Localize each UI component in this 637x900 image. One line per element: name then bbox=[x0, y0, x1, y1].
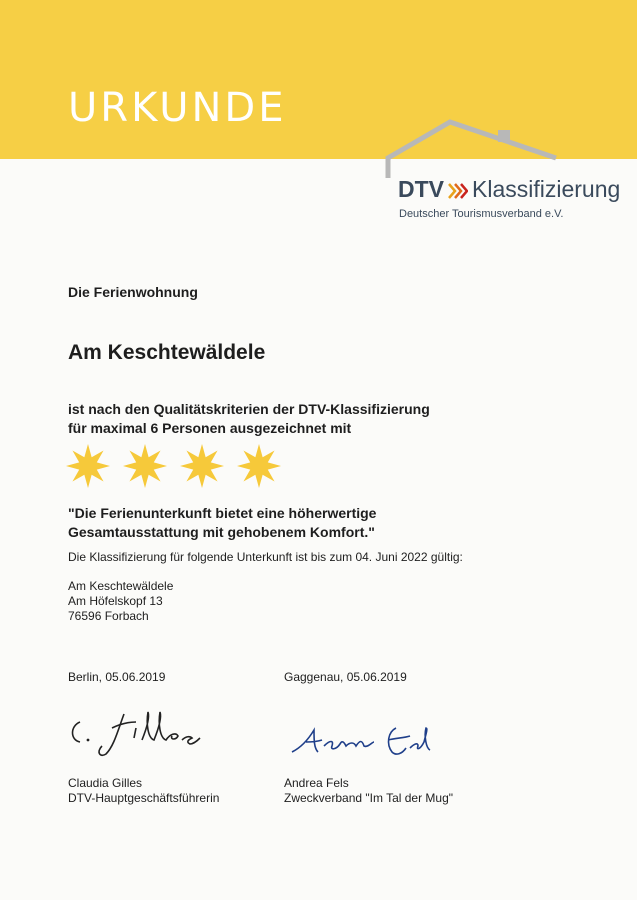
address-line-3: 76596 Forbach bbox=[68, 609, 149, 623]
signature-gilles bbox=[66, 700, 216, 760]
logo-word: Klassifizierung bbox=[472, 176, 621, 202]
left-signer-name: Claudia Gilles bbox=[68, 776, 143, 790]
property-type-label: Die Ferienwohnung bbox=[68, 284, 198, 300]
comfort-quote bbox=[68, 504, 376, 542]
award-description bbox=[68, 400, 430, 438]
right-place-date: Gaggenau, 05.06.2019 bbox=[284, 670, 407, 684]
property-name: Am Keschtewäldele bbox=[68, 341, 266, 364]
right-signer-name: Andrea Fels bbox=[284, 776, 349, 790]
left-signer-title: DTV-Hauptgeschäftsführerin bbox=[68, 791, 220, 805]
address-block bbox=[68, 579, 173, 624]
star-icon bbox=[237, 444, 281, 488]
star-icon bbox=[123, 444, 167, 488]
house-roof-icon bbox=[380, 118, 560, 182]
star-icon bbox=[180, 444, 224, 488]
quote-line-2: Gesamtausstattung mit gehobenem Komfort." bbox=[68, 524, 375, 540]
address-line-1: Am Keschtewäldele bbox=[68, 579, 174, 593]
quote-line-1: "Die Ferienunterkunft bietet eine höherwertige bbox=[68, 505, 377, 521]
star-icon bbox=[66, 444, 110, 488]
dtv-logo bbox=[398, 176, 620, 203]
left-place-date: Berlin, 05.06.2019 bbox=[68, 670, 166, 684]
address-line-2: Am Höfelskopf 13 bbox=[68, 594, 163, 608]
logo-dtv: DTV bbox=[398, 176, 444, 202]
logo-subtitle: Deutscher Tourismusverband e.V. bbox=[399, 208, 564, 220]
validity-text: Die Klassifizierung für folgende Unterkunft ist bis zum 04. Juni 2022 gültig: bbox=[68, 550, 463, 564]
left-signer bbox=[68, 776, 219, 806]
star-rating bbox=[66, 444, 294, 493]
right-signer bbox=[284, 776, 453, 806]
right-signer-title: Zweckverband "Im Tal der Mug" bbox=[284, 791, 454, 805]
chevrons-icon bbox=[448, 182, 468, 200]
description-line-2: für maximal 6 Personen ausgezeichnet mit bbox=[68, 420, 352, 436]
certificate-title: URKUNDE bbox=[68, 85, 287, 131]
signature-fels bbox=[288, 718, 448, 762]
description-line-1: ist nach den Qualitätskriterien der DTV-Klassifizierung bbox=[68, 401, 430, 417]
